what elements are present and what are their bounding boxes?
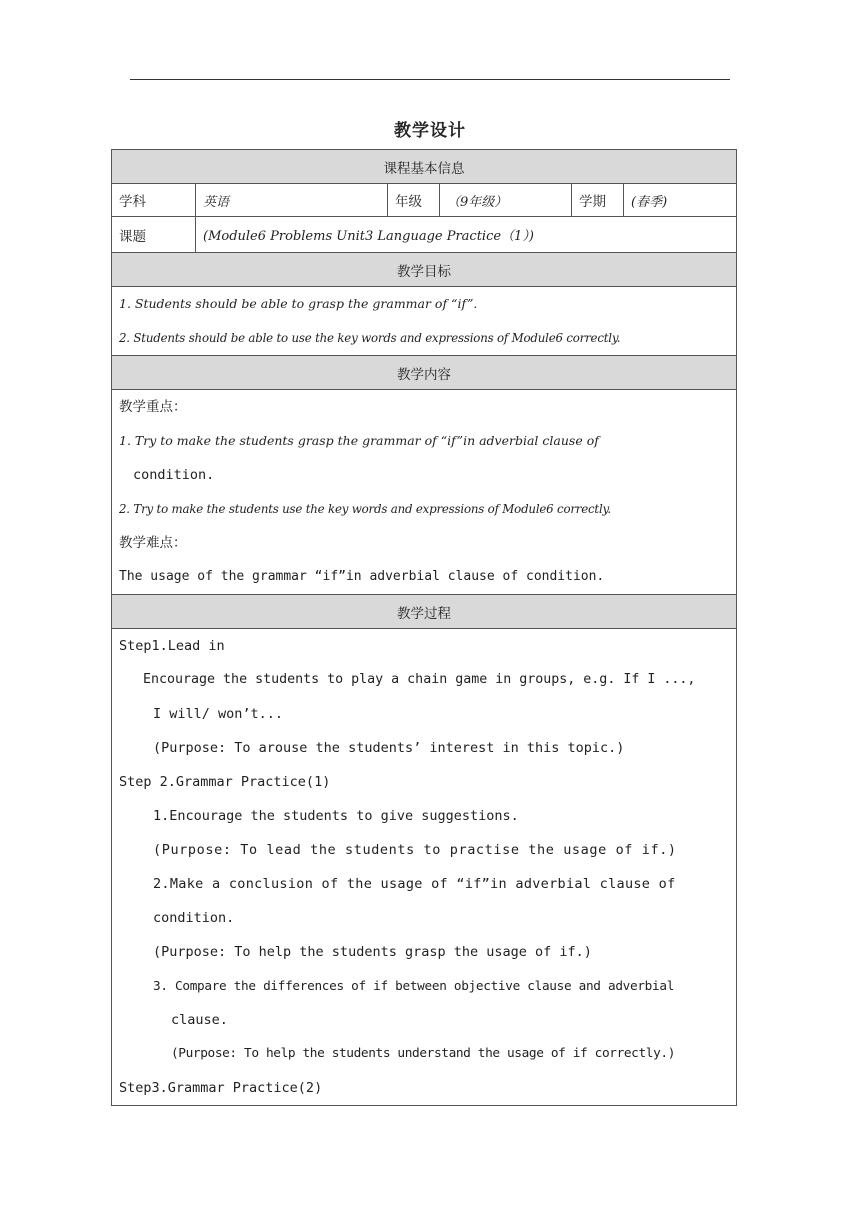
step-1-line-2: I will/ won’t...: [153, 706, 284, 722]
step-2-line-1: 1.Encourage the students to give suggestions.: [153, 808, 519, 824]
section-basic-info: 课程基本信息: [112, 150, 737, 184]
section-content: 教学内容: [112, 356, 737, 390]
goals-cell: [112, 287, 737, 356]
step-2-line-3: 3. Compare the differences of if between objective clause and adverbial: [153, 978, 675, 993]
content-cell: [112, 390, 737, 595]
key-point-1-continued: condition.: [133, 467, 215, 483]
grade-label: 年级: [388, 184, 440, 217]
section-process: 教学过程: [112, 595, 737, 629]
difficult-points-label: 教学难点：: [119, 535, 187, 551]
header-rule: [130, 79, 730, 80]
step-1-heading: Step1.Lead in: [119, 638, 225, 654]
step-3-heading: Step3.Grammar Practice(2): [119, 1080, 323, 1096]
step-2-line-2-continued: condition.: [153, 910, 235, 926]
goal-1: 1. Students should be able to grasp the grammar of “if”.: [119, 296, 478, 311]
section-goals: 教学目标: [112, 253, 737, 287]
subject-value: 英语: [196, 184, 388, 217]
grade-value: （9年级）: [440, 184, 572, 217]
document-title: 教学设计: [394, 121, 466, 141]
key-point-2: 2. Try to make the students use the key words and expressions of Module6 correctly.: [119, 502, 611, 516]
lesson-plan-table: [111, 149, 736, 1106]
process-cell: [112, 629, 737, 1106]
key-points-label: 教学重点：: [119, 399, 187, 415]
step-1-purpose: (Purpose: To arouse the students’ interest in this topic.): [153, 740, 625, 756]
key-point-1: 1. Try to make the students grasp the grammar of “if”in adverbial clause of: [119, 433, 599, 448]
step-1-line-1: Encourage the students to play a chain game in groups, e.g. If I ...,: [143, 672, 696, 687]
topic-label: 课题: [112, 217, 196, 253]
step-2-purpose-3: (Purpose: To help the students understand the usage of if correctly.): [171, 1046, 676, 1061]
subject-label: 学科: [112, 184, 196, 217]
step-2-line-3-continued: clause.: [171, 1012, 228, 1028]
step-2-purpose-1: (Purpose: To lead the students to practise the usage of if.): [153, 842, 677, 858]
goal-2: 2. Students should be able to use the key words and expressions of Module6 correctly.: [119, 331, 621, 345]
topic-value: (Module6 Problems Unit3 Language Practice（1）): [196, 217, 737, 253]
difficult-point: The usage of the grammar “if”in adverbial clause of condition.: [119, 569, 605, 584]
term-label: 学期: [572, 184, 624, 217]
step-2-heading: Step 2.Grammar Practice(1): [119, 774, 331, 790]
step-2-line-2: 2.Make a conclusion of the usage of “if”in adverbial clause of: [153, 876, 676, 892]
step-2-purpose-2: (Purpose: To help the students grasp the usage of if.): [153, 944, 592, 960]
term-value: (春季): [624, 184, 737, 217]
